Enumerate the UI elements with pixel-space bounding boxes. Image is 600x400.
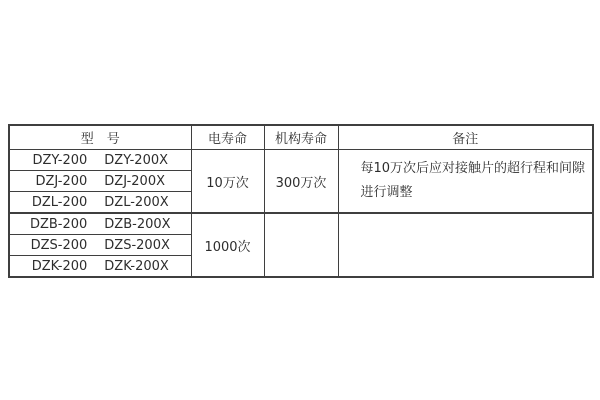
mechanism-life-cell — [264, 213, 338, 277]
model-name: DZB-200 — [29, 216, 88, 232]
model-name: DZY-200 — [32, 152, 88, 168]
model-cell — [9, 256, 191, 278]
model-pair — [10, 238, 191, 253]
model-name: DZY-200X — [104, 152, 169, 168]
table-row — [9, 150, 593, 171]
model-name: DZS-200X — [104, 237, 170, 253]
spec-table — [8, 124, 594, 278]
remarks-line-2: 进行调整 — [360, 185, 413, 200]
model-name: DZL-200X — [104, 194, 169, 210]
model-pair — [10, 259, 191, 274]
model-cell — [9, 235, 191, 256]
model-cell — [9, 192, 191, 214]
electrical-life-cell: 10万次 — [191, 150, 264, 214]
col-header-mechanism-life: 机构寿命 — [264, 125, 338, 150]
model-name: DZB-200X — [104, 216, 171, 232]
model-pair — [10, 153, 191, 168]
col-header-model: 型 号 — [9, 125, 191, 150]
model-name: DZL-200 — [31, 194, 88, 210]
model-pair — [10, 195, 191, 210]
model-name: DZJ-200 — [35, 173, 88, 189]
col-header-electrical-life: 电寿命 — [191, 125, 264, 150]
model-cell — [9, 213, 191, 235]
model-pair — [10, 174, 191, 189]
table-row — [9, 213, 593, 235]
model-name: DZJ-200X — [104, 173, 165, 189]
model-name: DZK-200 — [31, 258, 88, 274]
model-cell — [9, 171, 191, 192]
remarks-line-1: 每10万次后应对接触片的超行程和间隙 — [360, 161, 586, 176]
col-header-remarks: 备注 — [338, 125, 593, 150]
remarks-cell — [338, 150, 593, 214]
model-name: DZK-200X — [104, 258, 169, 274]
remarks-cell — [338, 213, 593, 277]
table-header-row — [9, 125, 593, 150]
electrical-life-cell: 1000次 — [191, 213, 264, 277]
model-name: DZS-200 — [30, 237, 88, 253]
mechanism-life-cell: 300万次 — [264, 150, 338, 214]
model-cell — [9, 150, 191, 171]
model-pair — [10, 217, 191, 232]
